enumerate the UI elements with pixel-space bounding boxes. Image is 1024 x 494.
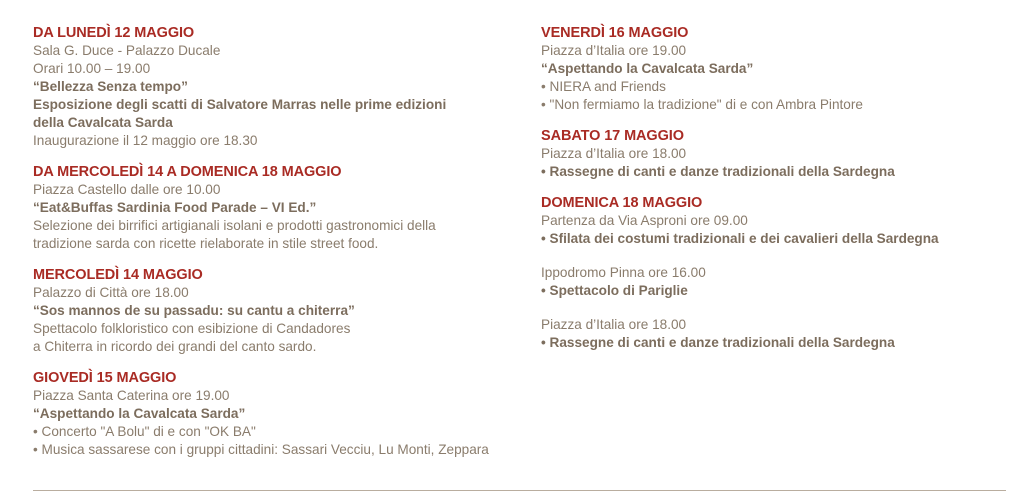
event-venue: Piazza d’Italia ore 19.00 [541, 43, 687, 58]
event-title: “Sos mannos de su passadu: su cantu a chiterra” [33, 303, 355, 318]
event-bullet: • Sfilata dei costumi tradizionali e dei cavalieri della Sardegna [541, 231, 939, 246]
event-bullet: • "Non fermiamo la tradizione" di e con Ambra Pintore [541, 97, 863, 112]
event-heading: GIOVEDÌ 15 MAGGIO [33, 370, 177, 386]
event-title: “Bellezza Senza tempo” [33, 79, 188, 94]
event-description: a Chiterra in ricordo dei grandi del canto sardo. [33, 339, 317, 354]
event-venue: Piazza Castello dalle ore 10.00 [33, 182, 221, 197]
event-mercoledi-14-domenica-18 [33, 163, 513, 253]
event-bullet: • Spettacolo di Pariglie [541, 283, 688, 298]
event-description: Selezione dei birrifici artigianali isolani e prodotti gastronomici della [33, 218, 436, 233]
event-heading: DOMENICA 18 MAGGIO [541, 195, 703, 211]
event-venue: Palazzo di Città ore 18.00 [33, 285, 189, 300]
event-domenica-18 [541, 194, 1011, 352]
event-heading: SABATO 17 MAGGIO [541, 128, 684, 144]
event-bullet: • Musica sassarese con i gruppi cittadini: Sassari Vecciu, Lu Monti, Zeppara [33, 442, 489, 457]
event-venue: Sala G. Duce - Palazzo Ducale [33, 43, 221, 58]
right-column [541, 24, 1011, 365]
event-title: “Aspettando la Cavalcata Sarda” [33, 406, 246, 421]
event-venue: Partenza da Via Asproni ore 09.00 [541, 213, 748, 228]
event-venerdi-16 [541, 24, 1011, 114]
event-note: Inaugurazione il 12 maggio ore 18.30 [33, 133, 258, 148]
event-heading: MERCOLEDÌ 14 MAGGIO [33, 267, 203, 283]
event-bullet: • NIERA and Friends [541, 79, 666, 94]
bottom-divider [33, 490, 1006, 491]
event-sub-ippodromo [541, 264, 1011, 300]
event-sub-piazza-italia [541, 316, 1011, 352]
event-venue: Piazza d’Italia ore 18.00 [541, 146, 687, 161]
event-description: Esposizione degli scatti di Salvatore Marras nelle prime edizioni [33, 97, 447, 112]
event-heading: VENERDÌ 16 MAGGIO [541, 25, 689, 41]
event-description: tradizione sarda con ricette rielaborate in stile street food. [33, 236, 379, 251]
event-description: Spettacolo folkloristico con esibizione di Candadores [33, 321, 351, 336]
event-description: della Cavalcata Sarda [33, 115, 173, 130]
event-heading: DA MERCOLEDÌ 14 A DOMENICA 18 MAGGIO [33, 164, 342, 180]
event-title: “Aspettando la Cavalcata Sarda” [541, 61, 754, 76]
event-heading: DA LUNEDÌ 12 MAGGIO [33, 25, 195, 41]
event-venue: Piazza d’Italia ore 18.00 [541, 317, 687, 332]
event-venue: Piazza Santa Caterina ore 19.00 [33, 388, 230, 403]
event-sabato-17 [541, 127, 1011, 181]
event-bullet: • Rassegne di canti e danze tradizionali della Sardegna [541, 335, 895, 350]
event-mercoledi-14 [33, 266, 513, 356]
event-title: “Eat&Buffas Sardinia Food Parade – VI Ed.” [33, 200, 317, 215]
event-giovedi-15 [33, 369, 513, 459]
event-venue: Ippodromo Pinna ore 16.00 [541, 265, 706, 280]
event-time: Orari 10.00 – 19.00 [33, 61, 151, 76]
left-column [33, 24, 513, 472]
event-lunedi-12 [33, 24, 513, 150]
event-bullet: • Rassegne di canti e danze tradizionali della Sardegna [541, 164, 895, 179]
event-bullet: • Concerto "A Bolu" di e con "OK BA" [33, 424, 256, 439]
